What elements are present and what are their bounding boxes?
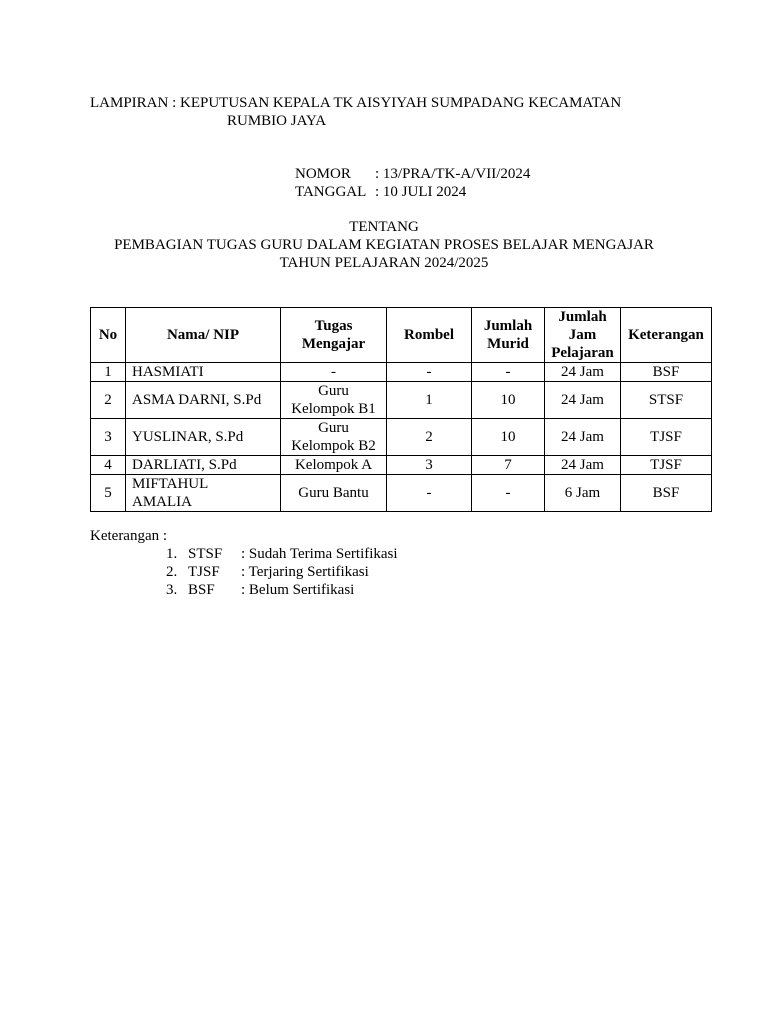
cell-jam: 24 Jam xyxy=(545,363,621,382)
cell-nama: DARLIATI, S.Pd xyxy=(126,456,281,475)
cell-rombel: 3 xyxy=(387,456,472,475)
table-row xyxy=(91,382,712,419)
header-tugas: Tugas Mengajar xyxy=(281,308,387,363)
attachment-title-line2: RUMBIO JAYA xyxy=(227,113,327,129)
cell-no: 3 xyxy=(91,419,126,456)
note-description: : Terjaring Sertifikasi xyxy=(241,564,369,580)
cell-jam: 6 Jam xyxy=(545,475,621,512)
table-header-row xyxy=(91,308,712,363)
note-number: 3. xyxy=(166,582,178,598)
nomor-value: : 13/PRA/TK-A/VII/2024 xyxy=(375,166,531,182)
header-keterangan: Keterangan xyxy=(621,308,712,363)
cell-keterangan: BSF xyxy=(621,363,712,382)
note-code: BSF xyxy=(188,582,215,598)
cell-no: 5 xyxy=(91,475,126,512)
subject-title: PEMBAGIAN TUGAS GURU DALAM KEGIATAN PROSES BELAJAR MENGAJAR xyxy=(114,237,654,253)
teacher-assignment-table xyxy=(90,307,712,512)
cell-nama: MIFTAHUL AMALIA xyxy=(126,475,281,512)
cell-murid: 10 xyxy=(472,419,545,456)
cell-murid: 10 xyxy=(472,382,545,419)
cell-tugas: Kelompok A xyxy=(281,456,387,475)
cell-keterangan: BSF xyxy=(621,475,712,512)
cell-keterangan: TJSF xyxy=(621,456,712,475)
header-no: No xyxy=(91,308,126,363)
tanggal-label: TANGGAL xyxy=(295,184,367,200)
cell-murid: 7 xyxy=(472,456,545,475)
header-jumlah-murid: Jumlah Murid xyxy=(472,308,545,363)
tanggal-value: : 10 JULI 2024 xyxy=(375,184,467,200)
note-number: 2. xyxy=(166,564,178,580)
note-code: TJSF xyxy=(188,564,220,580)
cell-jam: 24 Jam xyxy=(545,382,621,419)
note-description: : Belum Sertifikasi xyxy=(241,582,355,598)
cell-no: 2 xyxy=(91,382,126,419)
header-nama: Nama/ NIP xyxy=(126,308,281,363)
cell-rombel: - xyxy=(387,475,472,512)
cell-rombel: 2 xyxy=(387,419,472,456)
cell-nama: HASMIATI xyxy=(126,363,281,382)
cell-keterangan: STSF xyxy=(621,382,712,419)
header-jumlah-jam: Jumlah Jam Pelajaran xyxy=(545,308,621,363)
cell-murid: - xyxy=(472,363,545,382)
cell-nama: YUSLINAR, S.Pd xyxy=(126,419,281,456)
table-row xyxy=(91,419,712,456)
cell-tugas: Guru Bantu xyxy=(281,475,387,512)
header-rombel: Rombel xyxy=(387,308,472,363)
cell-rombel: 1 xyxy=(387,382,472,419)
subject-year: TAHUN PELAJARAN 2024/2025 xyxy=(279,255,489,271)
cell-murid: - xyxy=(472,475,545,512)
table-row xyxy=(91,456,712,475)
subject-tentang: TENTANG xyxy=(349,219,419,235)
cell-nama: ASMA DARNI, S.Pd xyxy=(126,382,281,419)
table-row xyxy=(91,475,712,512)
cell-jam: 24 Jam xyxy=(545,419,621,456)
table-row xyxy=(91,363,712,382)
note-code: STSF xyxy=(188,546,223,562)
cell-no: 1 xyxy=(91,363,126,382)
cell-tugas: Guru Kelompok B1 xyxy=(281,382,387,419)
note-description: : Sudah Terima Sertifikasi xyxy=(241,546,398,562)
cell-tugas: Guru Kelompok B2 xyxy=(281,419,387,456)
cell-jam: 24 Jam xyxy=(545,456,621,475)
cell-no: 4 xyxy=(91,456,126,475)
nomor-label: NOMOR xyxy=(295,166,351,182)
notes-label: Keterangan : xyxy=(90,528,168,544)
cell-keterangan: TJSF xyxy=(621,419,712,456)
cell-tugas: - xyxy=(281,363,387,382)
cell-rombel: - xyxy=(387,363,472,382)
attachment-title-line1: LAMPIRAN : KEPUTUSAN KEPALA TK AISYIYAH SUMPADANG KECAMATAN xyxy=(90,95,622,111)
note-number: 1. xyxy=(166,546,178,562)
